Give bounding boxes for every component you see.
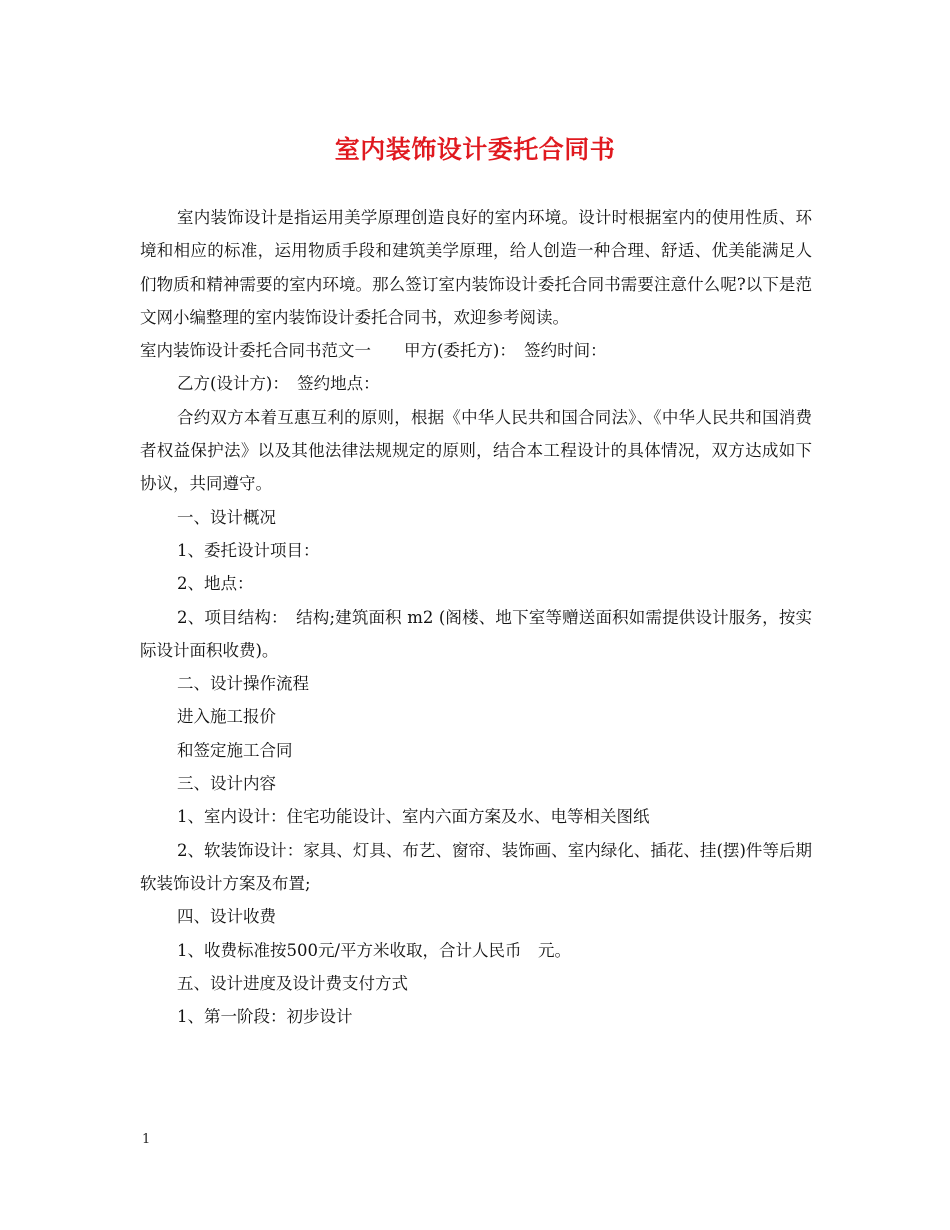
page-number: 1 — [142, 1132, 151, 1147]
contract-header-line: 室内装饰设计委托合同书范文一 甲方(委托方)： 签约时间： — [140, 341, 607, 361]
list-item: 2、项目结构： 结构;建筑面积 m2 (阁楼、地下室等赠送面积如需提供设计服务，按实际设计面积收费)。 — [140, 607, 812, 660]
intro-paragraph: 室内装饰设计是指运用美学原理创造良好的室内环境。设计时根据室内的使用性质、环境和相应的标准，运用物质手段和建筑美学原理，给人创造一种合理、舒适、优美能满足人们物质和精神需要的室内环境。那么签订室内装饰设计委托合同书需要注意什么呢?以下是范文网小编整理的室内装饰设计委托合同书，欢迎参考阅读。 — [140, 208, 812, 327]
section-heading: 三、设计内容 — [177, 774, 276, 794]
section-heading: 二、设计操作流程 — [177, 674, 309, 694]
section-heading: 一、设计概况 — [177, 507, 276, 527]
process-step: 和签定施工合同 — [177, 740, 293, 760]
list-item: 1、委托设计项目： — [177, 540, 320, 560]
list-item: 1、第一阶段：初步设计 — [177, 1007, 353, 1027]
document-body — [140, 201, 812, 1033]
list-item: 2、地点： — [177, 574, 254, 594]
list-item: 1、收费标准按500元/平方米收取，合计人民币 元。 — [177, 940, 572, 960]
section-heading: 五、设计进度及设计费支付方式 — [177, 973, 408, 993]
document-title: 室内装饰设计委托合同书 — [334, 135, 616, 164]
agreement-paragraph: 合约双方本着互惠互利的原则，根据《中华人民共和国合同法》、《中华人民共和国消费者权益保护法》以及其他法律法规规定的原则，结合本工程设计的具体情况，双方达成如下协议，共同遵守。 — [140, 407, 812, 494]
list-item: 2、软装饰设计：家具、灯具、布艺、窗帘、装饰画、室内绿化、插花、挂(摆)件等后期软装饰设计方案及布置; — [140, 840, 812, 893]
party-b-line: 乙方(设计方)： 签约地点： — [177, 374, 380, 394]
section-heading: 四、设计收费 — [177, 907, 276, 927]
list-item: 1、室内设计：住宅功能设计、室内六面方案及水、电等相关图纸 — [177, 807, 650, 827]
process-step: 进入施工报价 — [177, 707, 276, 727]
